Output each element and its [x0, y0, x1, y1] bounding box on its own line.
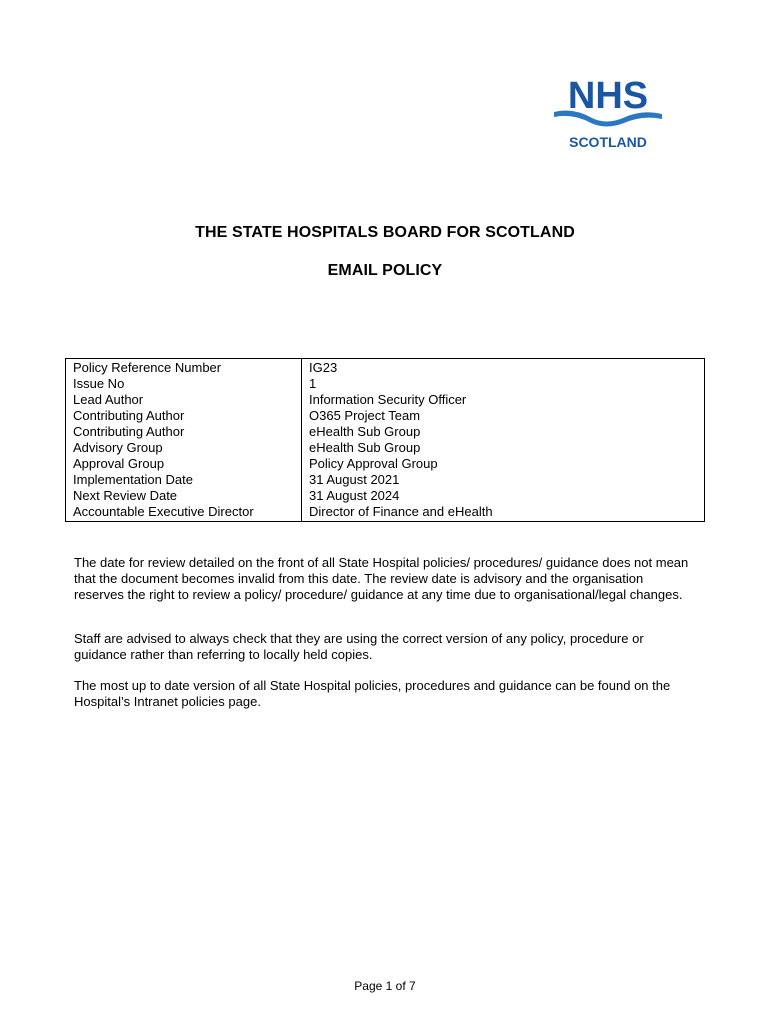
board-title: THE STATE HOSPITALS BOARD FOR SCOTLAND: [195, 224, 575, 241]
table-row: [66, 408, 705, 424]
detail-label: Advisory Group: [66, 440, 302, 456]
version-check-paragraph: Staff are advised to always check that they are using the correct version of any policy, procedure or guidance rather than referring to locally held copies.: [74, 631, 644, 662]
page-number: Page 1 of 7: [354, 979, 416, 993]
nhs-scotland-logo: [551, 72, 665, 152]
detail-value: 31 August 2024: [309, 488, 400, 503]
table-row: [66, 376, 705, 392]
logo-scotland-text: SCOTLAND: [569, 134, 647, 150]
detail-value: 31 August 2021: [309, 472, 400, 487]
nhs-scotland-logo-icon: [551, 72, 665, 152]
detail-value: eHealth Sub Group: [309, 440, 421, 455]
logo-nhs-text: NHS: [567, 75, 649, 117]
table-row: [66, 456, 705, 472]
detail-label: Next Review Date: [66, 488, 302, 504]
detail-label: Policy Reference Number: [66, 359, 302, 377]
detail-label: Implementation Date: [66, 472, 302, 488]
detail-label: Contributing Author: [66, 424, 302, 440]
table-row: [66, 424, 705, 440]
table-row: [66, 392, 705, 408]
detail-label: Lead Author: [66, 392, 302, 408]
detail-value: O365 Project Team: [309, 408, 421, 423]
table-row: [66, 440, 705, 456]
policy-details-table: [65, 358, 705, 522]
detail-value: Information Security Officer: [309, 392, 467, 407]
detail-value: 1: [309, 376, 317, 391]
table-row: [66, 488, 705, 504]
table-row: [66, 504, 705, 522]
detail-value: eHealth Sub Group: [309, 424, 421, 439]
table-row: [66, 472, 705, 488]
table-row: [66, 359, 705, 377]
detail-label: Accountable Executive Director: [66, 504, 302, 522]
review-date-paragraph: The date for review detailed on the front of all State Hospital policies/ procedures/ guidance does not mean that the document becomes invalid from this date. The review date is advisory and the organisation reserves the right to review a policy/ procedure/ guidance at any time due to organisational/legal changes.: [74, 555, 689, 602]
detail-label: Approval Group: [66, 456, 302, 472]
policy-title: EMAIL POLICY: [327, 262, 443, 279]
detail-value: Director of Finance and eHealth: [309, 504, 493, 519]
intranet-paragraph: The most up to date version of all State Hospital policies, procedures and guidance can be found on the Hospital’s Intranet policies page.: [74, 678, 671, 709]
detail-label: Issue No: [66, 376, 302, 392]
detail-value: Policy Approval Group: [309, 456, 438, 471]
detail-value: IG23: [309, 360, 338, 375]
detail-label: Contributing Author: [66, 408, 302, 424]
